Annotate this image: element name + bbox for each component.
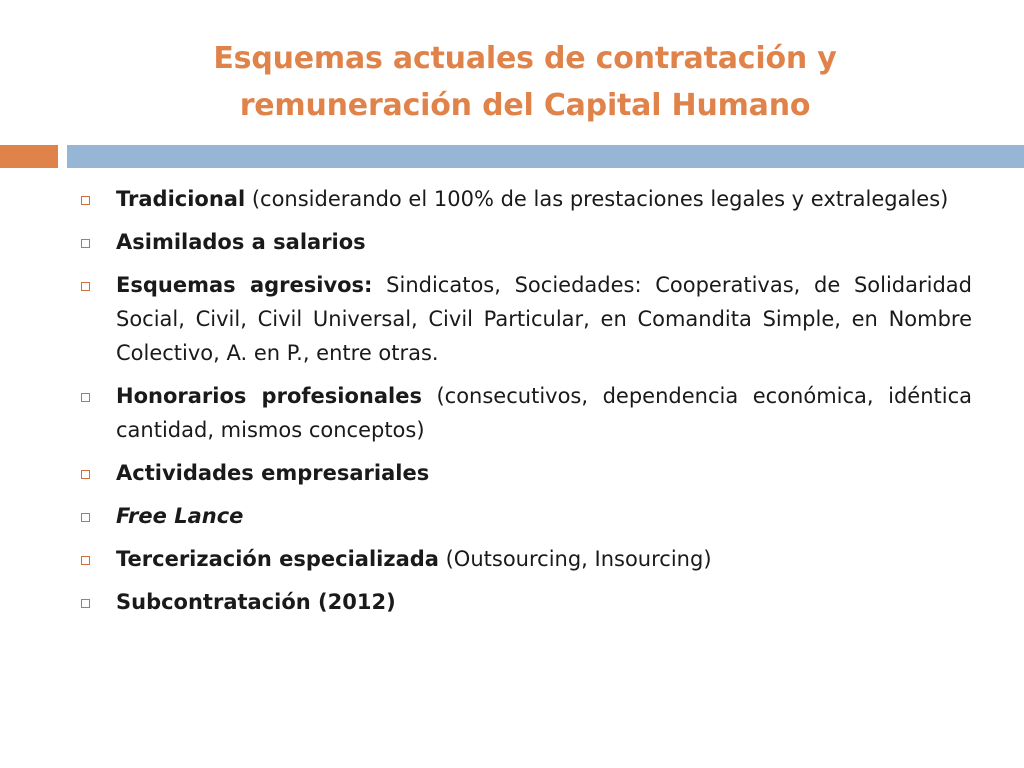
- square-bullet-icon: [81, 393, 90, 402]
- bullet-term: Actividades empresariales: [116, 461, 430, 485]
- bullet-item-esquemas-agresivos: [80, 268, 972, 370]
- bullet-term: Tercerización especializada: [116, 547, 439, 571]
- bullet-text: (consecutivos, dependencia económica, idéntica cantidad, mismos conceptos): [116, 384, 972, 442]
- bullet-item-honorarios: [80, 379, 972, 447]
- bullet-term: Subcontratación (2012): [116, 590, 396, 614]
- square-bullet-icon: [81, 239, 90, 248]
- bullet-item-tercerizacion: [80, 542, 972, 576]
- bullet-item-free-lance: [80, 499, 972, 533]
- bullet-list: [80, 182, 972, 619]
- bullet-term: Free Lance: [116, 504, 244, 528]
- bullet-item-asimilados: [80, 225, 972, 259]
- bullet-term: Tradicional: [116, 187, 246, 211]
- bullet-term: Honorarios profesionales: [116, 384, 422, 408]
- square-bullet-icon: [81, 196, 90, 205]
- bullet-text: (Outsourcing, Insourcing): [438, 547, 712, 571]
- square-bullet-icon: [81, 556, 90, 565]
- bullet-text: (considerando el 100% de las prestaciones legales y extralegales): [245, 187, 949, 211]
- bullet-item-subcontratacion: [80, 585, 972, 619]
- orange-accent-bar: [0, 145, 58, 168]
- slide-title-line-1: Esquemas actuales de contratación y: [213, 41, 837, 76]
- square-bullet-icon: [81, 513, 90, 522]
- slide-title: [70, 35, 980, 129]
- bullet-term: Esquemas agresivos:: [116, 273, 373, 297]
- slide-title-line-2: remuneración del Capital Humano: [239, 88, 811, 123]
- blue-header-bar: [67, 145, 1024, 168]
- bullet-item-tradicional: [80, 182, 972, 216]
- bullet-item-actividades: [80, 456, 972, 490]
- bullet-term: Asimilados a salarios: [116, 230, 366, 254]
- square-bullet-icon: [81, 470, 90, 479]
- bullet-text: Sindicatos, Sociedades: Cooperativas, de Solidaridad Social, Civil, Civil Universal, Civil Particular, en Comandita Simple, en Nombre Colectivo, A. en P., entre otras.: [116, 273, 972, 365]
- square-bullet-icon: [81, 282, 90, 291]
- square-bullet-icon: [81, 599, 90, 608]
